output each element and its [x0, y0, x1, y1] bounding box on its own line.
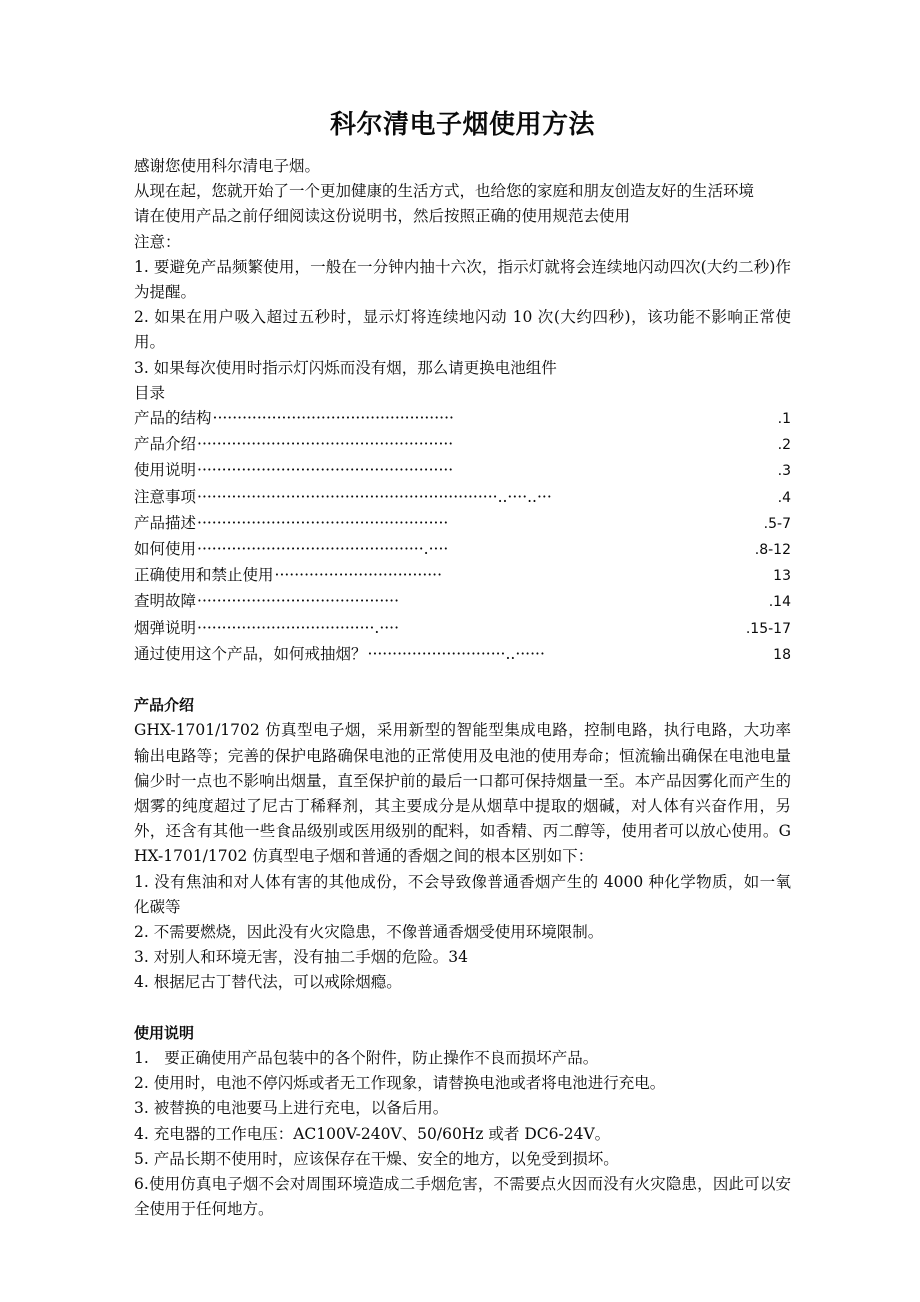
toc-entry-label: 查明故障 — [134, 592, 197, 611]
toc-entry-label: 使用说明 — [134, 461, 197, 480]
section-list-item: 2. 使用时，电池不停闪烁或者无工作现象，请替换电池或者将电池进行充电。 — [134, 1074, 666, 1093]
toc-entry-label: 注意事项 — [134, 487, 197, 506]
notice-item: 1. 要避免产品频繁使用，一般在一分钟内抽十六次，指示灯就将会连续地闪动四次(大约二秒)作为提醒。 — [134, 257, 791, 302]
toc-leader-dots: ····························..······ — [367, 644, 545, 663]
toc-entry[interactable] — [134, 589, 791, 615]
toc-entry-page: .5-7 — [763, 515, 791, 532]
toc-entry[interactable] — [134, 458, 791, 484]
notice-item: 3. 如果每次使用时指示灯闪烁而没有烟，那么请更换电池组件 — [134, 358, 557, 377]
toc-entry[interactable] — [134, 642, 791, 668]
toc-entry-page: .8-12 — [754, 542, 791, 559]
toc-leader-dots: ···················································· — [197, 435, 454, 454]
section-list-item: 4. 根据尼古丁替代法，可以戒除烟瘾。 — [134, 973, 402, 992]
section-list-item: 6.使用仿真电子烟不会对周围环境造成二手烟危害，不需要点火因而没有火灾隐患，因此可以安全使用于任何地方。 — [134, 1175, 791, 1219]
toc-entry-page: .15-17 — [745, 620, 791, 637]
toc-entry-page: 13 — [773, 568, 791, 585]
toc-entry-label: 如何使用 — [134, 540, 197, 559]
toc-entry-label: 正确使用和禁止使用 — [134, 566, 274, 585]
toc-entry-page: .3 — [777, 463, 791, 480]
section-paragraph: GHX-1701/1702 仿真型电子烟，采用新型的智能型集成电路，控制电路，执行电路，大功率输出电路等；完善的保护电路确保电池的正常使用及电池的使用寿命；恒流输出确保在电池电量偏少时一点也不影响出烟量，直至保护前的最后一口都可保持烟量一至。本产品因雾化而产生的烟雾的纯度超过了尼古丁稀释剂，其主要成分是从烟草中提取的烟碱，对人体有兴奋作用，另外，还含有其他一些食品级别或医用级别的配料，如香精、丙二醇等，使用者可以放心使用。GHX-1701/1702 仿真型电子烟和普通的香烟之间的根本区别如下： — [134, 721, 791, 866]
toc-entry-label: 产品介绍 — [134, 435, 197, 454]
toc-leader-dots: ········································· — [197, 592, 400, 611]
toc-entry-label: 产品描述 — [134, 513, 197, 532]
toc-entry-page: .4 — [777, 489, 791, 506]
toc-leader-dots: ····································.···· — [197, 618, 400, 637]
intro-paragraph-block — [134, 154, 791, 255]
toc-entry[interactable] — [134, 563, 791, 589]
toc-entry-page: .1 — [777, 411, 791, 428]
toc-entry-label: 通过使用这个产品，如何戒抽烟？ — [134, 644, 367, 663]
toc-entry[interactable] — [134, 432, 791, 458]
section-product-introduction — [134, 693, 791, 995]
section-list-item: 3. 被替换的电池要马上进行充电，以备后用。 — [134, 1099, 449, 1118]
toc-leader-dots: ··················································· — [197, 513, 449, 532]
intro-line: 请在使用产品之前仔细阅读这份说明书，然后按照正确的使用规范去使用 — [134, 207, 631, 226]
toc-leader-dots: ···················································· — [197, 461, 454, 480]
section-list-item: 4. 充电器的工作电压：AC100V-240V、50/60Hz 或者 DC6-24V。 — [134, 1124, 611, 1143]
toc-entry-page: .2 — [777, 437, 791, 454]
toc-heading: 目录 — [134, 383, 166, 402]
toc-entry-label: 烟弹说明 — [134, 618, 197, 637]
section-list-item: 5. 产品长期不使用时，应该保存在干燥、安全的地方，以免受到损坏。 — [134, 1149, 619, 1168]
toc-entry[interactable] — [134, 616, 791, 642]
section-list-item: 3. 对别人和环境无害，没有抽二手烟的危险。34 — [134, 948, 468, 967]
section-list-item: 1. 没有焦油和对人体有害的其他成份，不会导致像普通香烟产生的 4000 种化学物质，如一氧化碳等 — [134, 872, 791, 916]
intro-line: 感谢您使用科尔清电子烟。 — [134, 157, 321, 175]
toc-leader-dots: ··············································.···· — [197, 540, 449, 559]
section-heading: 产品介绍 — [134, 696, 195, 715]
toc-leader-dots: ················································· — [212, 409, 454, 428]
table-of-contents — [134, 406, 791, 668]
document-content — [134, 108, 791, 1223]
toc-leader-dots: ·································· — [274, 566, 443, 585]
section-heading: 使用说明 — [134, 1023, 195, 1042]
toc-entry[interactable] — [134, 537, 791, 563]
intro-line: 从现在起，您就开始了一个更加健康的生活方式，也给您的家庭和朋友创造友好的生活环境 — [134, 182, 755, 201]
section-list-item: 1. 要正确使用产品包装中的各个附件，防止操作不良而损坏产品。 — [134, 1049, 599, 1068]
notice-list — [134, 255, 791, 381]
toc-entry[interactable] — [134, 511, 791, 537]
intro-line: 注意： — [134, 232, 181, 251]
toc-entry-page: 18 — [773, 646, 791, 663]
section-list-item: 2. 不需要燃烧，因此没有火灾隐患，不像普通香烟受使用环境限制。 — [134, 923, 604, 942]
section-spacer — [134, 668, 791, 693]
page-title: 科尔清电子烟使用方法 — [329, 110, 595, 140]
section-spacer — [134, 996, 791, 1021]
notice-item: 2. 如果在用户吸入超过五秒时，显示灯将连续地闪动 10 次(大约四秒)，该功能不影响正常使用。 — [134, 308, 791, 352]
toc-leader-dots: ·····························································..····..··· — [197, 487, 552, 506]
toc-entry-page: .14 — [768, 594, 791, 611]
toc-entry[interactable] — [134, 485, 791, 511]
toc-entry[interactable] — [134, 406, 791, 432]
section-usage-instructions — [134, 1021, 791, 1223]
toc-entry-label: 产品的结构 — [134, 409, 212, 428]
